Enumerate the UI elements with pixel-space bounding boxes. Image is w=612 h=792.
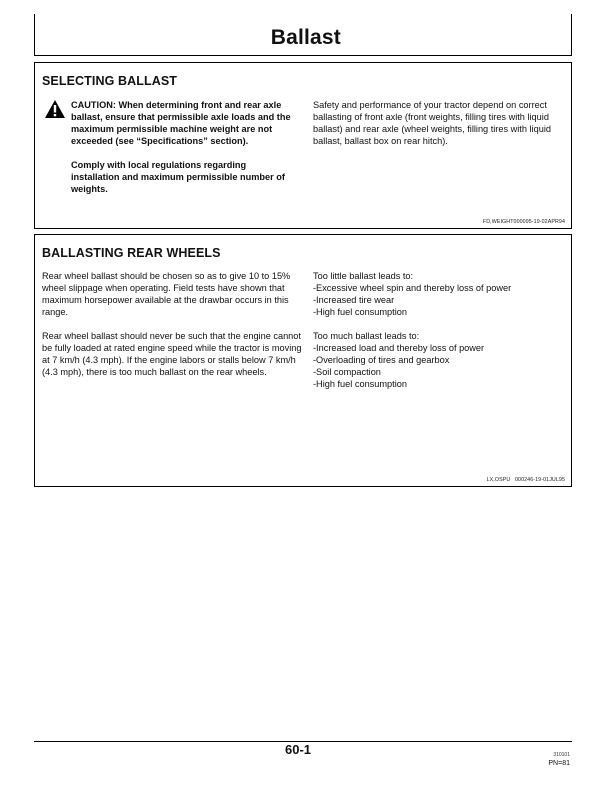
engine-load-paragraph: Rear wheel ballast should never be such that the engine cannot be fully loaded at rated engine speed while the tractor is moving at 7 km/h (4.3 mph). If the engine labors or stalls below 7 km/h (4.3 mph), there is too much ballast on the rear wheels. — [42, 331, 302, 377]
ballasting-rear-wheels-section — [34, 234, 572, 487]
right-column — [313, 270, 563, 402]
list-item: -Excessive wheel spin and thereby loss of power — [313, 283, 512, 293]
warning-triangle-icon — [44, 99, 66, 119]
section-heading: BALLASTING REAR WHEELS — [42, 246, 221, 260]
reference-code: LX,OSPU 000246-19-01JUL95 — [486, 477, 565, 483]
title-box — [34, 14, 572, 56]
list-item: -Soil compaction — [313, 367, 381, 377]
too-much-list — [313, 330, 563, 390]
page-title: Ballast — [270, 26, 341, 49]
section-heading: SELECTING BALLAST — [42, 74, 178, 88]
list-item: -Increased tire wear — [313, 295, 395, 305]
footer-pn: PN=81 — [548, 760, 570, 767]
page-number: 60-1 — [285, 742, 312, 757]
too-little-list — [313, 270, 563, 318]
left-column — [42, 270, 304, 390]
list-item: -High fuel consumption — [313, 307, 407, 317]
reference-code: FD,WEIGHT000095-19-02APR94 — [482, 219, 565, 225]
list-item: -High fuel consumption — [313, 379, 407, 389]
list-intro: Too little ballast leads to: — [313, 271, 414, 281]
list-intro: Too much ballast leads to: — [313, 331, 420, 341]
regulation-paragraph: Comply with local regulations regarding installation and maximum permissible number of weights. — [71, 160, 285, 194]
footer-code: 310101 — [553, 752, 570, 758]
right-column — [313, 99, 563, 159]
list-item: -Increased load and thereby loss of power — [313, 343, 485, 353]
caution-text — [71, 99, 295, 207]
caution-paragraph: CAUTION: When determining front and rear axle ballast, ensure that permissible axle loads and the maximum permissible machine weight are not exceeded (see “Specifications” section). — [71, 100, 291, 146]
list-item: -Overloading of tires and gearbox — [313, 355, 450, 365]
slippage-paragraph: Rear wheel ballast should be chosen so as to give 10 to 15% wheel slippage when operating. Field tests have shown that maximum horsepower available at the drawbar occurs in this range. — [42, 271, 291, 317]
safety-paragraph: Safety and performance of your tractor depend on correct ballasting of front axle (front weights, filling tires with liquid ballast) and rear axle (wheel weights, filling tires with liquid ballast, ballast box on rear hitch). — [313, 100, 551, 146]
selecting-ballast-section — [34, 62, 572, 229]
